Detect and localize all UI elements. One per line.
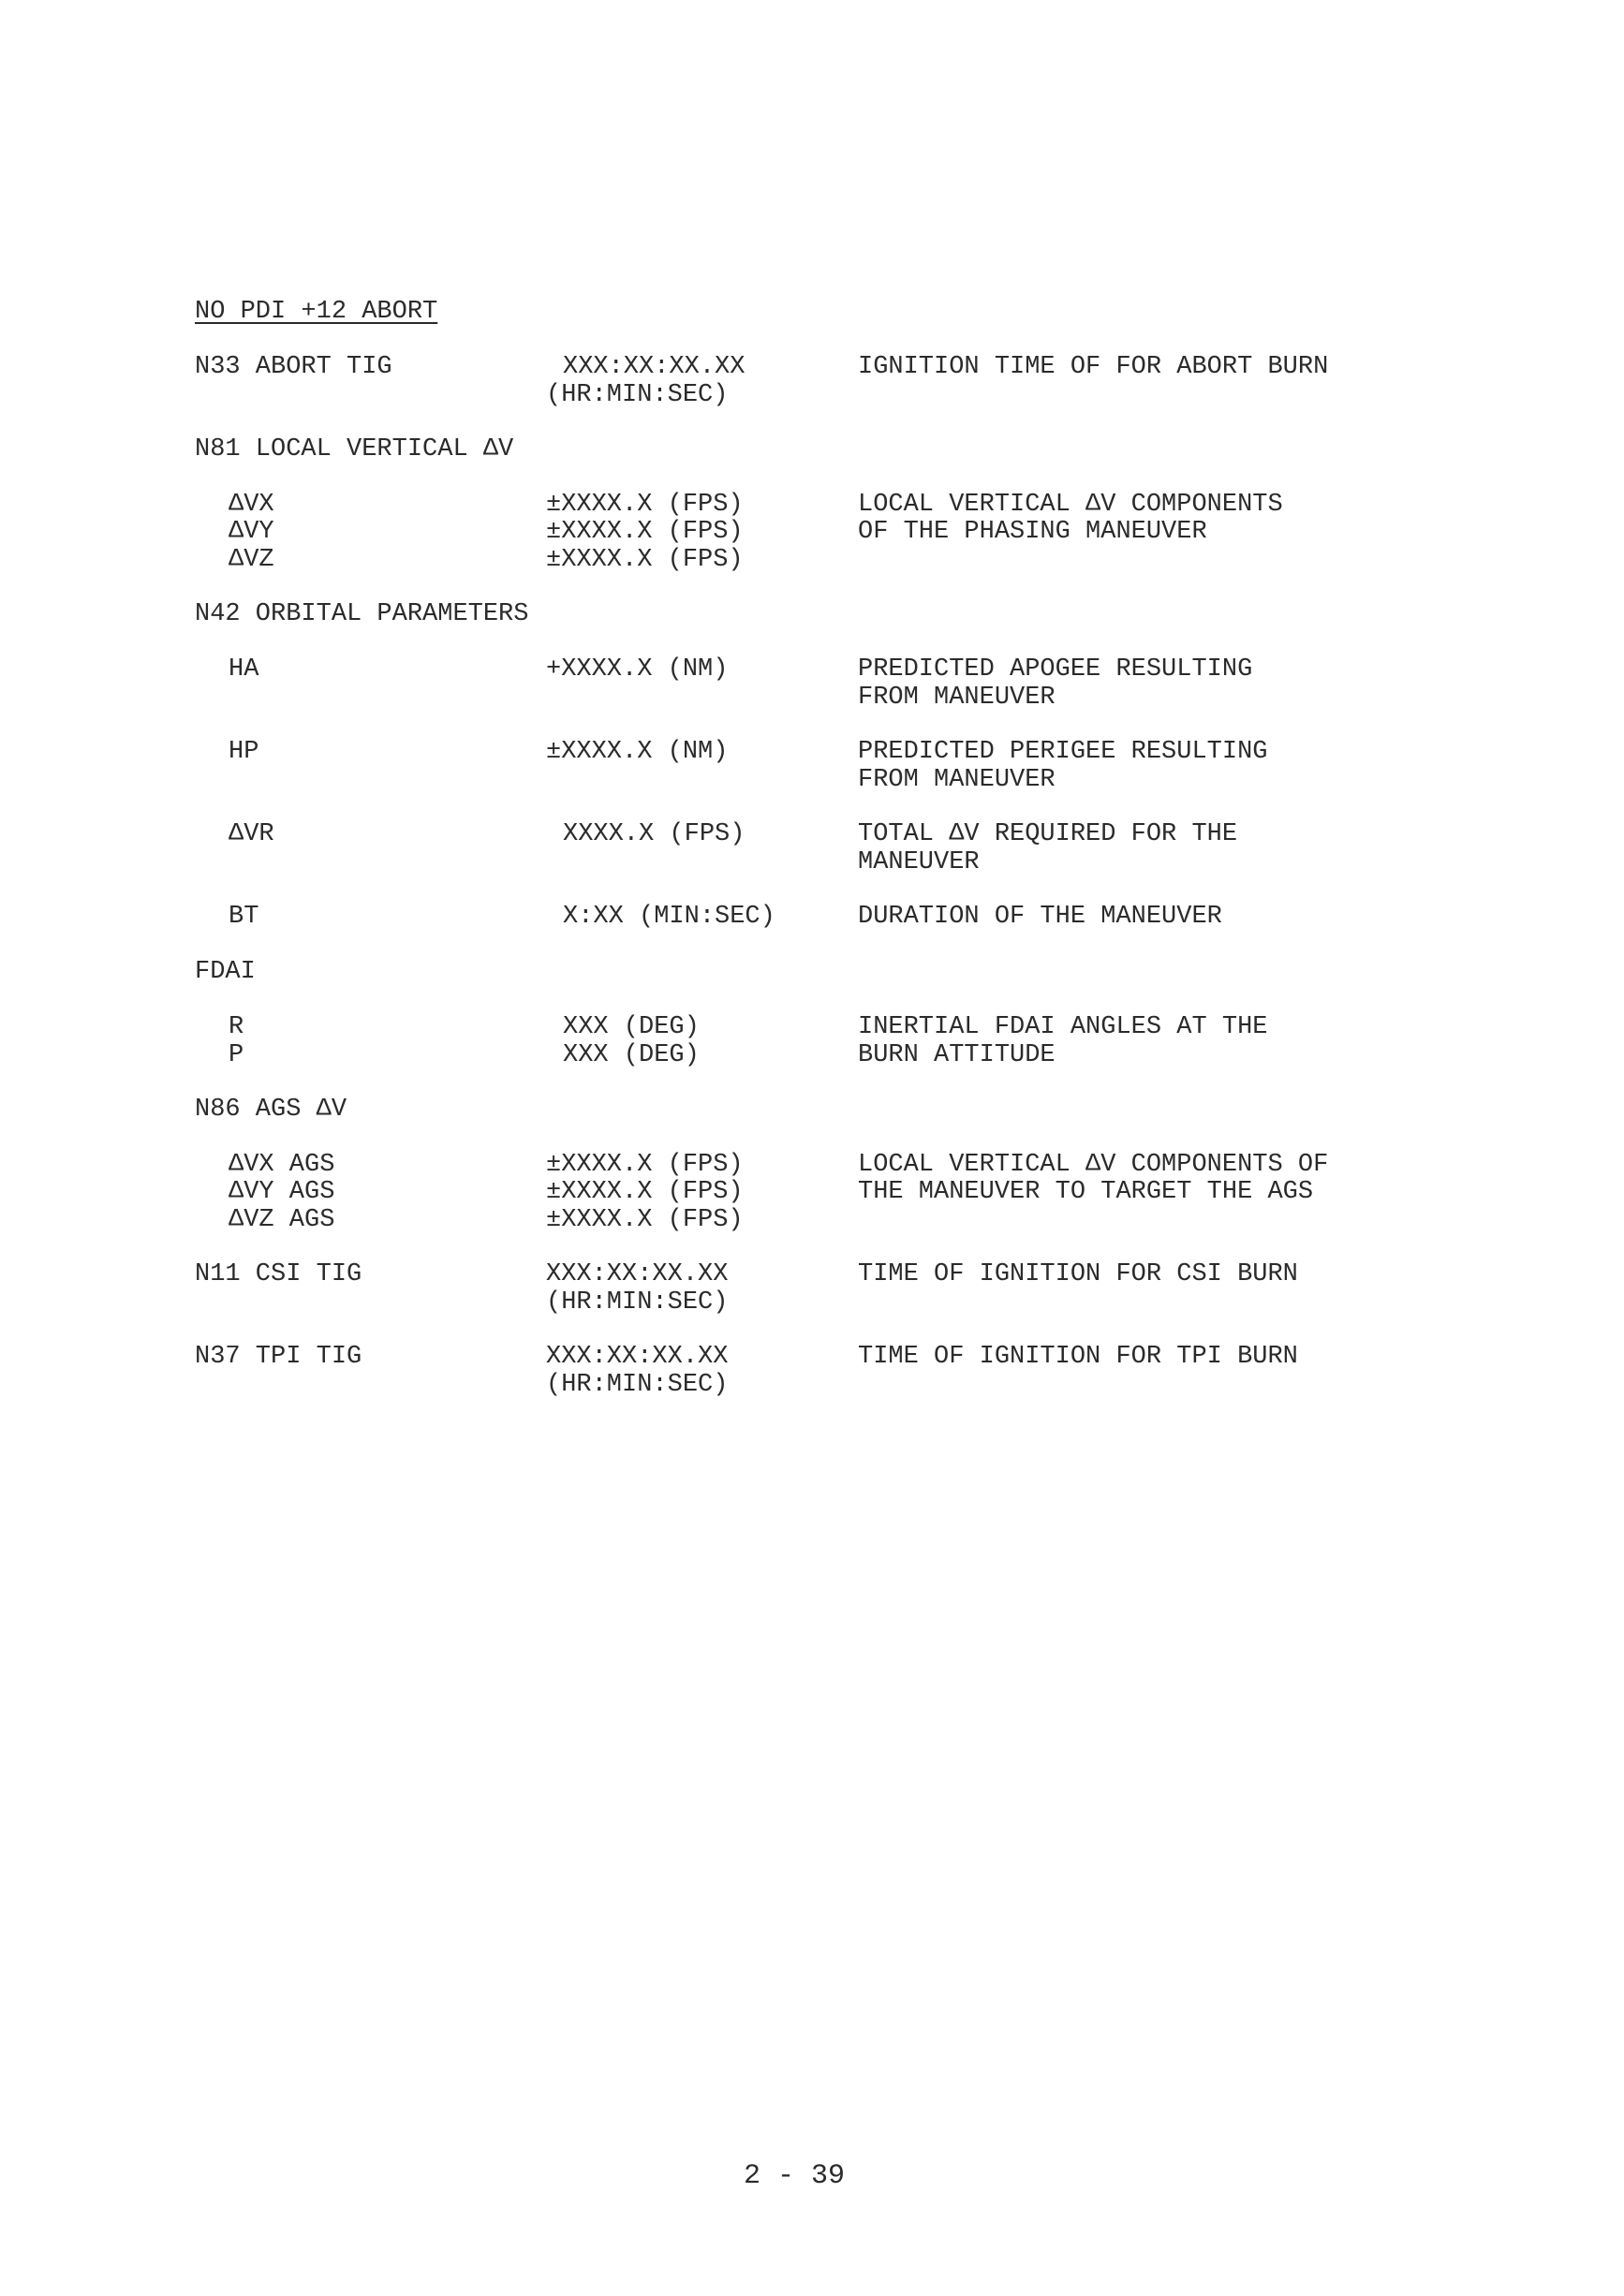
n11-label: N11 CSI TIG — [195, 1260, 362, 1288]
fdai-p-value: XXX (DEG) — [563, 1041, 700, 1069]
n42-hp-label: HP — [229, 738, 259, 766]
n86-dvx-label: ΔVX AGS — [229, 1151, 335, 1179]
n86-description-line1: LOCAL VERTICAL ΔV COMPONENTS OF — [858, 1151, 1329, 1179]
n42-dvr-label: ΔVR — [229, 820, 274, 848]
n81-dvx-label: ΔVX — [229, 491, 274, 519]
n42-dvr-value: XXXX.X (FPS) — [563, 820, 746, 848]
n11-value: XXX:XX:XX.XX — [546, 1260, 729, 1288]
n42-bt-label: BT — [229, 903, 259, 931]
n37-unit: (HR:MIN:SEC) — [546, 1371, 729, 1399]
n81-dvz-label: ΔVZ — [229, 546, 274, 574]
page-number: 2 - 39 — [744, 2160, 846, 2192]
n81-title: N81 LOCAL VERTICAL ΔV — [195, 435, 514, 464]
n33-unit: (HR:MIN:SEC) — [546, 381, 729, 409]
fdai-title: FDAI — [195, 958, 256, 986]
n42-ha-description-line2: FROM MANEUVER — [858, 684, 1056, 712]
fdai-r-label: R — [229, 1013, 244, 1041]
n11-description: TIME OF IGNITION FOR CSI BURN — [858, 1260, 1298, 1288]
n81-dvy-label: ΔVY — [229, 518, 274, 546]
n81-description-line1: LOCAL VERTICAL ΔV COMPONENTS — [858, 491, 1283, 519]
n42-ha-label: HA — [229, 655, 259, 684]
n81-dvx-value: ±XXXX.X (FPS) — [546, 491, 744, 519]
n86-dvx-value: ±XXXX.X (FPS) — [546, 1151, 744, 1179]
fdai-description-line2: BURN ATTITUDE — [858, 1041, 1056, 1069]
n33-value: XXX:XX:XX.XX — [563, 353, 746, 381]
n42-hp-description-line1: PREDICTED PERIGEE RESULTING — [858, 738, 1268, 766]
n42-bt-value: X:XX (MIN:SEC) — [563, 903, 775, 931]
n86-dvz-label: ΔVZ AGS — [229, 1206, 335, 1234]
n37-description: TIME OF IGNITION FOR TPI BURN — [858, 1343, 1298, 1371]
section-heading: NO PDI +12 ABORT — [195, 298, 438, 326]
n33-label: N33 ABORT TIG — [195, 353, 392, 381]
n86-dvz-value: ±XXXX.X (FPS) — [546, 1206, 744, 1234]
n86-dvy-value: ±XXXX.X (FPS) — [546, 1178, 744, 1206]
n86-title: N86 AGS ΔV — [195, 1096, 347, 1124]
n42-ha-description-line1: PREDICTED APOGEE RESULTING — [858, 655, 1253, 684]
n86-dvy-label: ΔVY AGS — [229, 1178, 335, 1206]
fdai-p-label: P — [229, 1041, 244, 1069]
n81-dvy-value: ±XXXX.X (FPS) — [546, 518, 744, 546]
fdai-r-value: XXX (DEG) — [563, 1013, 700, 1041]
n42-title: N42 ORBITAL PARAMETERS — [195, 600, 529, 628]
n11-unit: (HR:MIN:SEC) — [546, 1288, 729, 1317]
n81-description-line2: OF THE PHASING MANEUVER — [858, 518, 1207, 546]
n86-description-line2: THE MANEUVER TO TARGET THE AGS — [858, 1178, 1314, 1206]
n37-label: N37 TPI TIG — [195, 1343, 362, 1371]
n42-dvr-description-line1: TOTAL ΔV REQUIRED FOR THE — [858, 820, 1238, 848]
n42-dvr-description-line2: MANEUVER — [858, 848, 980, 876]
fdai-description-line1: INERTIAL FDAI ANGLES AT THE — [858, 1013, 1268, 1041]
n42-hp-value: ±XXXX.X (NM) — [546, 738, 729, 766]
n37-value: XXX:XX:XX.XX — [546, 1343, 729, 1371]
n33-description: IGNITION TIME OF FOR ABORT BURN — [858, 353, 1329, 381]
n42-hp-description-line2: FROM MANEUVER — [858, 766, 1056, 794]
n81-dvz-value: ±XXXX.X (FPS) — [546, 546, 744, 574]
n42-bt-description: DURATION OF THE MANEUVER — [858, 903, 1222, 931]
n42-ha-value: +XXXX.X (NM) — [546, 655, 729, 684]
